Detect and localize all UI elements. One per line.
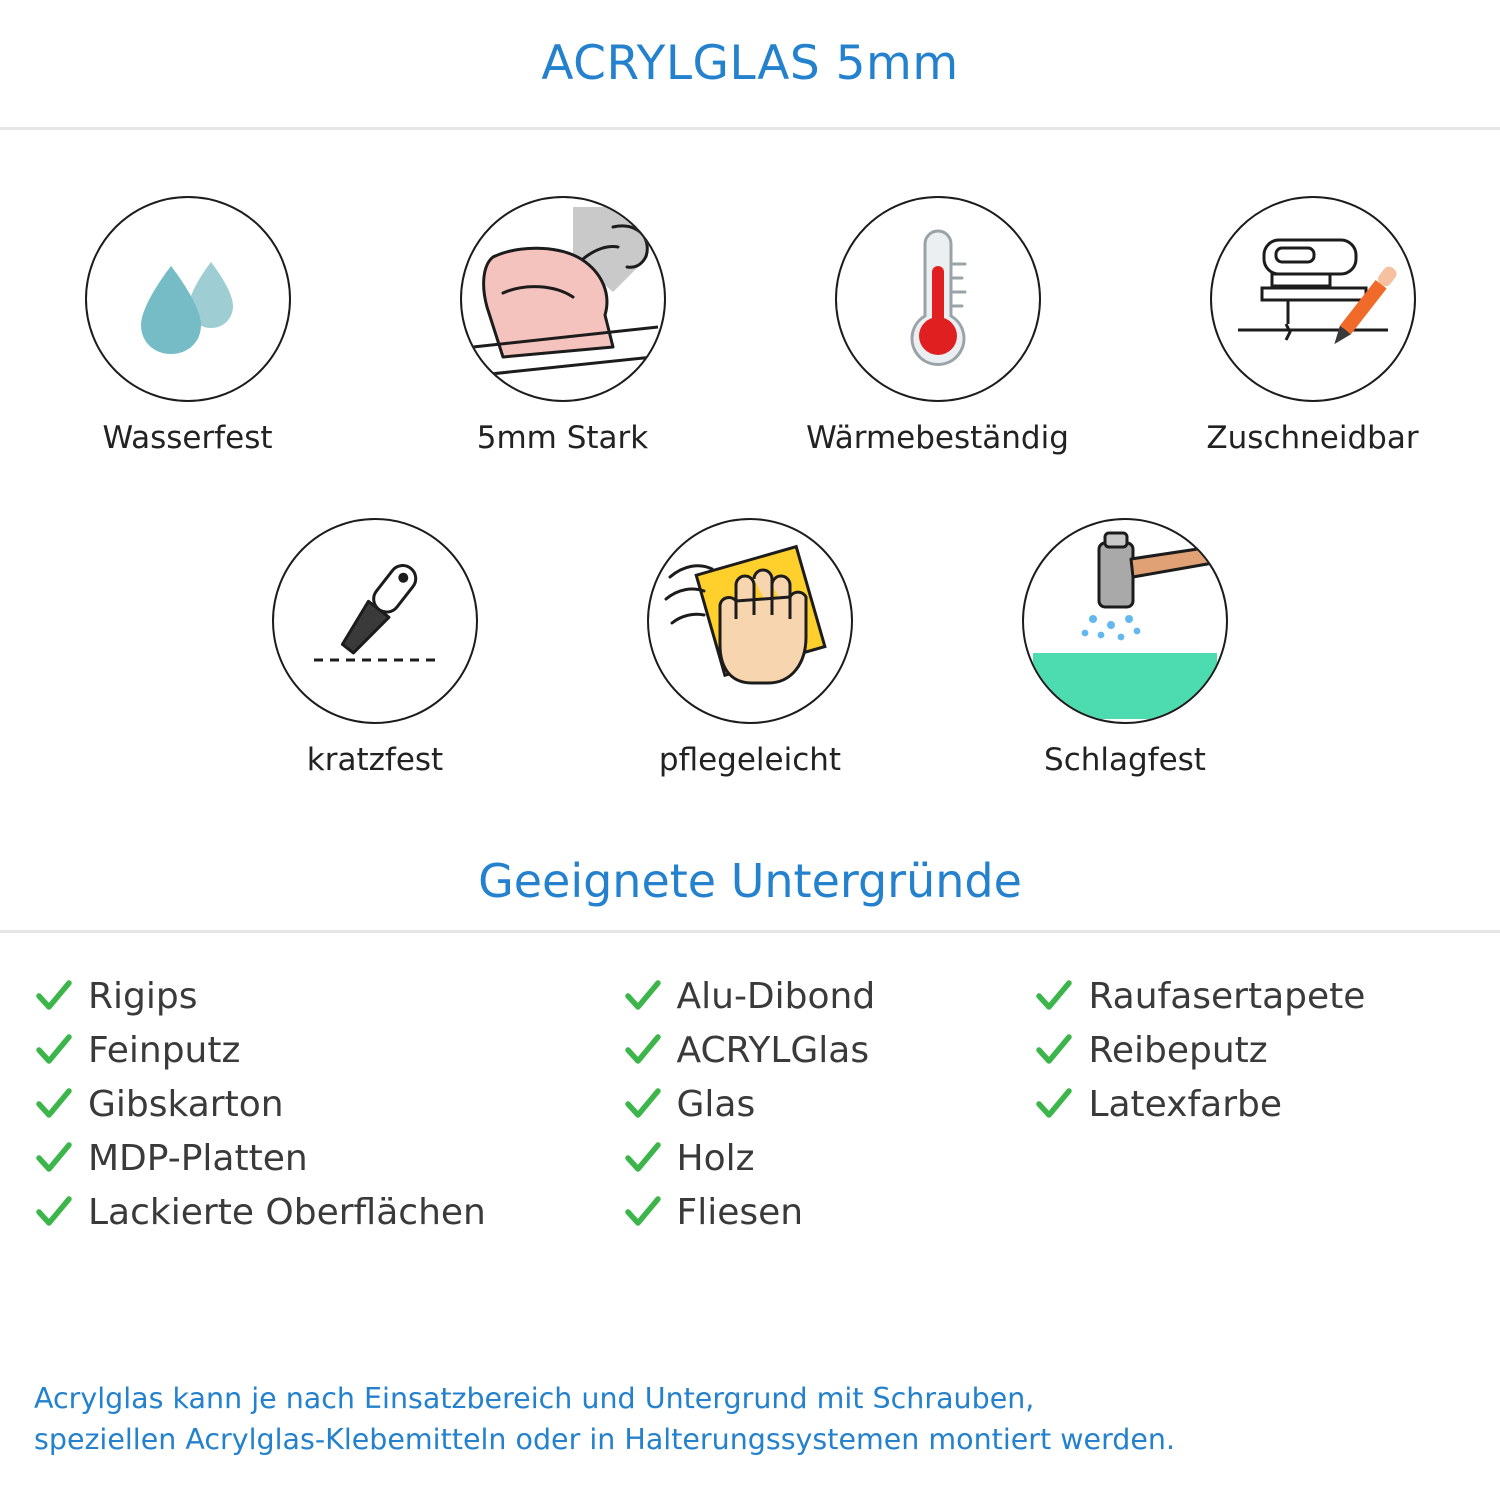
water-drops-icon [113, 222, 263, 376]
feature-label: kratzfest [306, 742, 444, 778]
header [0, 0, 1500, 130]
feature-kratzfest [188, 518, 563, 778]
check-icon [34, 1084, 74, 1124]
list-item [623, 1023, 1035, 1077]
list-item-label: Feinputz [88, 1029, 241, 1071]
knife-scratch-icon [290, 534, 460, 708]
check-icon [1034, 1084, 1074, 1124]
check-icon [34, 1138, 74, 1178]
list-item-label: Lackierte Oberflächen [88, 1191, 486, 1233]
feature-grid [0, 130, 1500, 778]
feature-icon-circle [460, 196, 666, 402]
feature-row-1 [0, 196, 1500, 456]
feature-label: 5mm Stark [476, 420, 649, 456]
list-item-label: Reibeputz [1088, 1029, 1268, 1071]
footer-note-line-2: speziellen Acrylglas-Klebemitteln oder in Halterungssystemen montiert werden. [34, 1422, 1176, 1456]
feature-icon-circle [1022, 518, 1228, 724]
list-item-label: MDP-Platten [88, 1137, 308, 1179]
list-item-label: Fliesen [676, 1191, 804, 1233]
list-item [34, 1077, 623, 1131]
thermometer-icon [863, 222, 1013, 376]
jigsaw-cutter-icon [1228, 212, 1398, 386]
list-item [623, 1131, 1035, 1185]
feature-label: Wasserfest [102, 420, 273, 456]
list-item-label: Alu-Dibond [676, 975, 876, 1017]
cleaning-hand-icon [650, 519, 850, 723]
feature-icon-circle [835, 196, 1041, 402]
footer-note [34, 1379, 1466, 1460]
feature-label: pflegeleicht [658, 742, 842, 778]
page-title: ACRYLGLAS 5mm [541, 36, 959, 91]
substrate-column-2 [623, 969, 1035, 1239]
list-item-label: Raufasertapete [1088, 975, 1366, 1017]
check-icon [1034, 976, 1074, 1016]
list-item [1034, 1077, 1466, 1131]
feature-5mm-stark [375, 196, 750, 456]
list-item [623, 1185, 1035, 1239]
check-icon [34, 1192, 74, 1232]
check-icon [1034, 1030, 1074, 1070]
flexed-arm-icon [463, 197, 663, 401]
feature-icon-circle [647, 518, 853, 724]
footer-note-line-1: Acrylglas kann je nach Einsatzbereich und Untergrund mit Schrauben, [34, 1382, 1035, 1416]
feature-label: Wärmebeständig [806, 420, 1069, 456]
list-item [1034, 969, 1466, 1023]
feature-wasserfest [0, 196, 375, 456]
substrate-checklist [0, 933, 1500, 1239]
list-item [1034, 1023, 1466, 1077]
list-item-label: Glas [676, 1083, 756, 1125]
list-item [34, 1131, 623, 1185]
check-icon [623, 1138, 663, 1178]
list-item-label: Gibskarton [88, 1083, 284, 1125]
check-icon [34, 1030, 74, 1070]
list-item-label: Rigips [88, 975, 198, 1017]
feature-pflegeleicht [563, 518, 938, 778]
list-item [623, 969, 1035, 1023]
check-icon [623, 1030, 663, 1070]
feature-label: Schlagfest [1044, 742, 1206, 778]
section-header [0, 854, 1500, 933]
feature-label: Zuschneidbar [1206, 420, 1419, 456]
feature-schlagfest [938, 518, 1313, 778]
feature-row-2 [0, 518, 1500, 778]
check-icon [623, 1084, 663, 1124]
check-icon [623, 1192, 663, 1232]
hammer-impact-icon [1025, 519, 1225, 723]
feature-icon-circle [1210, 196, 1416, 402]
list-item-label: Holz [676, 1137, 755, 1179]
list-item [34, 1023, 623, 1077]
section-title: Geeignete Untergründe [478, 854, 1022, 908]
substrate-column-1 [34, 969, 623, 1239]
check-icon [34, 976, 74, 1016]
check-icon [623, 976, 663, 1016]
list-item [34, 969, 623, 1023]
list-item [623, 1077, 1035, 1131]
list-item [34, 1185, 623, 1239]
list-item-label: Latexfarbe [1088, 1083, 1283, 1125]
substrate-column-3 [1034, 969, 1466, 1239]
feature-waermebestaendig [750, 196, 1125, 456]
list-item-label: ACRYLGlas [676, 1029, 870, 1071]
feature-zuschneidbar [1125, 196, 1500, 456]
feature-icon-circle [85, 196, 291, 402]
feature-icon-circle [272, 518, 478, 724]
